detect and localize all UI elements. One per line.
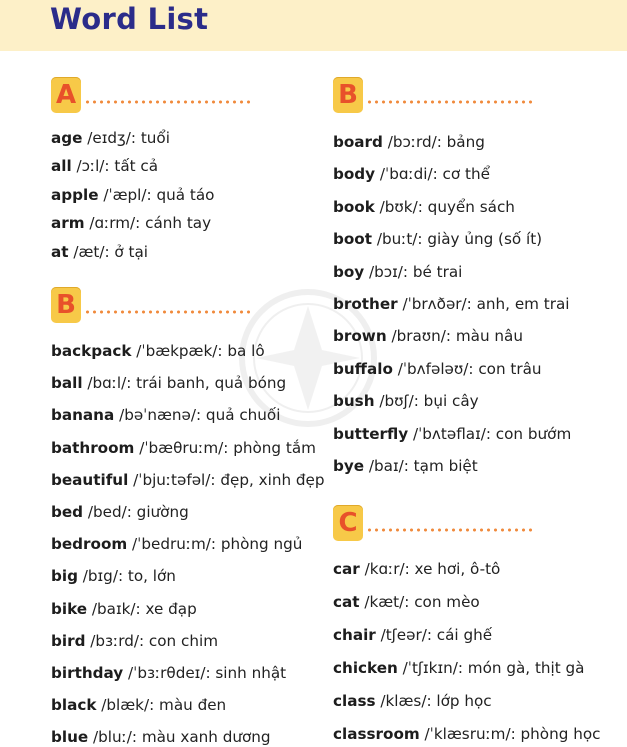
- list-item: board /bɔːrd/: bảng: [333, 133, 485, 151]
- dotted-divider: [84, 310, 252, 314]
- word-list-a: [51, 128, 214, 262]
- list-item: bedroom /ˈbedruːm/: phòng ngủ: [51, 535, 303, 554]
- list-item: class /klæs/: lớp học: [333, 692, 492, 710]
- list-item: bush /bʊʃ/: bụi cây: [333, 392, 479, 411]
- letter-badge-b: B: [333, 77, 363, 113]
- list-item: bed /bed/: giường: [51, 502, 189, 521]
- list-item: chair /tʃeər/: cái ghế: [333, 626, 493, 644]
- list-item: buffalo /ˈbʌfələʊ/: con trâu: [333, 359, 542, 378]
- word-list-c: [333, 559, 600, 744]
- list-item: butterfly /ˈbʌtəflaɪ/: con bướm: [333, 424, 572, 443]
- list-item: big /bɪg/: to, lớn: [51, 567, 176, 586]
- letter-badge-b: B: [51, 287, 81, 323]
- word-list-b-right: [333, 132, 571, 476]
- list-item: birthday /ˈbɜːrθdeɪ/: sinh nhật: [51, 663, 287, 682]
- list-item: brother /ˈbrʌðər/: anh, em trai: [333, 294, 570, 313]
- list-item: chicken /ˈtʃɪkɪn/: món gà, thịt gà: [333, 659, 585, 677]
- list-item: classroom /ˈklæsruːm/: phòng học: [333, 725, 601, 743]
- section-header-a: [51, 77, 252, 113]
- letter-badge-c: C: [333, 505, 363, 541]
- list-item: body /ˈbɑːdi/: cơ thể: [333, 165, 490, 184]
- list-item: beautiful /ˈbjuːtəfəl/: đẹp, xinh đẹp: [51, 470, 325, 489]
- letter-badge-a: A: [51, 77, 81, 113]
- list-item: car /kɑːr/: xe hơi, ô-tô: [333, 560, 501, 578]
- dotted-divider: [366, 528, 534, 532]
- list-item: cat /kæt/: con mèo: [333, 593, 480, 611]
- list-item: boot /buːt/: giày ủng (số ít): [333, 230, 543, 249]
- list-item: book /bʊk/: quyển sách: [333, 197, 515, 216]
- list-item: age /eɪdʒ/: tuổi: [51, 129, 170, 147]
- section-header-c: [333, 505, 534, 541]
- list-item: boy /bɔɪ/: bé trai: [333, 262, 463, 281]
- list-item: brown /braʊn/: màu nâu: [333, 327, 523, 346]
- list-item: all /ɔːl/: tất cả: [51, 157, 159, 176]
- list-item: ball /bɑːl/: trái banh, quả bóng: [51, 374, 287, 393]
- list-item: bye /baɪ/: tạm biệt: [333, 456, 478, 475]
- list-item: apple /ˈæpl/: quả táo: [51, 185, 215, 204]
- list-item: at /æt/: ở tại: [51, 242, 148, 261]
- list-item: backpack /ˈbækpæk/: ba lô: [51, 342, 265, 360]
- list-item: bathroom /ˈbæθruːm/: phòng tắm: [51, 438, 316, 457]
- dotted-divider: [84, 100, 252, 104]
- list-item: blue /bluː/: màu xanh dương: [51, 728, 271, 747]
- section-header-b: [51, 287, 252, 323]
- dotted-divider: [366, 100, 534, 104]
- list-item: black /blæk/: màu đen: [51, 696, 227, 715]
- list-item: bird /bɜːrd/: con chim: [51, 631, 218, 650]
- section-header-b-right: [333, 77, 534, 113]
- list-item: arm /ɑːrm/: cánh tay: [51, 214, 212, 233]
- list-item: bike /baɪk/: xe đạp: [51, 599, 197, 618]
- page-title: Word List: [50, 2, 209, 36]
- list-item: banana /bəˈnænə/: quả chuối: [51, 406, 281, 425]
- word-list-b: [51, 341, 325, 747]
